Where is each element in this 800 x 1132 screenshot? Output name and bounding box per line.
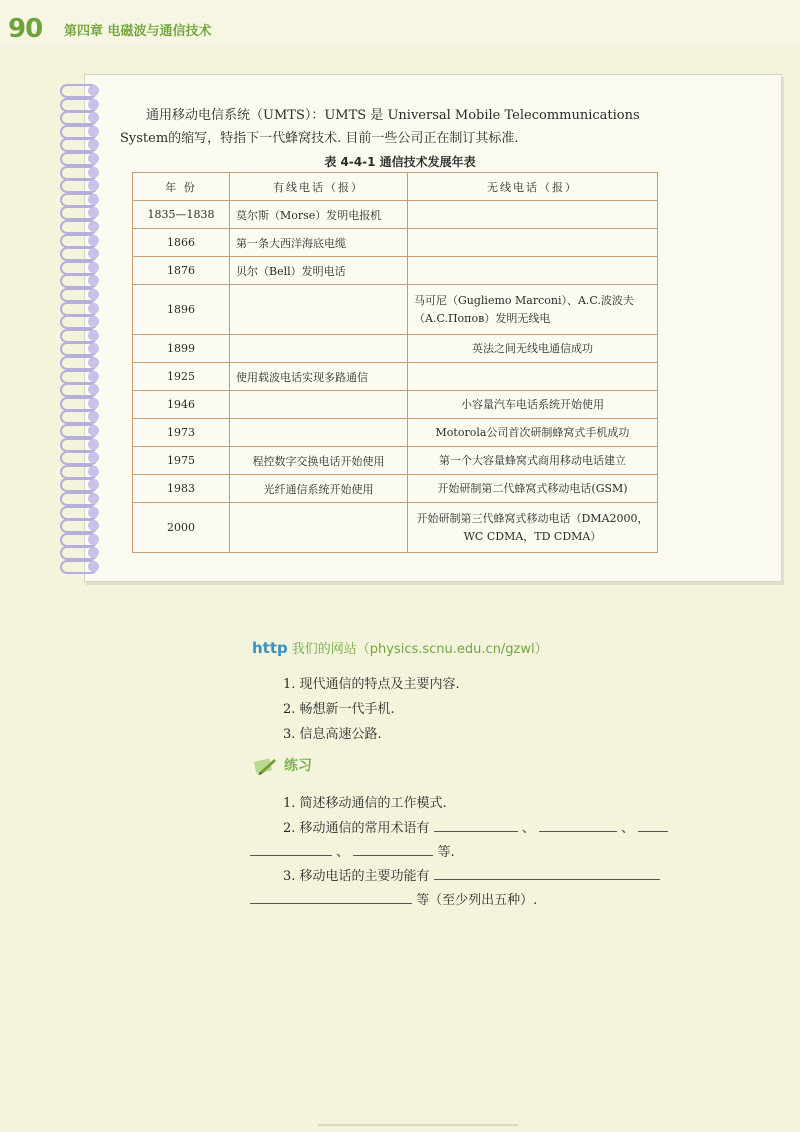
table-caption: 表 4-4-1 通信技术发展年表 (324, 155, 476, 169)
year-cell: 1973 (133, 419, 230, 447)
intro-line-1: 通用移动电信系统（UMTS）：UMTS 是 Universal Mobile Telecommunications (146, 108, 640, 123)
wireless-cell: 马可尼（Gugliemo Marconi）、A.C.波波夫（A.C.Попов）发明无线电 (408, 285, 658, 335)
spiral-ring (58, 247, 102, 259)
spiral-ring (58, 288, 102, 300)
spiral-ring (58, 478, 102, 490)
table-row (133, 201, 658, 229)
year-cell: 1983 (133, 475, 230, 503)
list-item: 1. 现代通信的特点及主要内容. (283, 677, 460, 692)
spiral-ring (58, 138, 102, 150)
separator: 、 (521, 821, 535, 836)
q2-prompt: 2. 移动通信的常用术语有 (283, 821, 430, 836)
q3-suffix: 等（至少列出五种）. (416, 893, 538, 908)
answer-blank[interactable] (434, 865, 660, 880)
year-cell: 1925 (133, 363, 230, 391)
chapter-title: 第四章 电磁波与通信技术 (64, 24, 212, 39)
table-row (133, 475, 658, 503)
header-wireless: 无线电话（报） (408, 173, 658, 201)
wireless-cell: 开始研制第三代蜂窝式移动电话（DMA2000，WC CDMA，TD CDMA） (408, 503, 658, 553)
table-row (133, 285, 658, 335)
year-cell: 1866 (133, 229, 230, 257)
header-wired: 有线电话（报） (230, 173, 408, 201)
spiral-ring (58, 329, 102, 341)
wired-cell (230, 419, 408, 447)
year-cell: 1899 (133, 335, 230, 363)
wireless-cell (408, 363, 658, 391)
separator: 、 (621, 821, 635, 836)
spiral-ring (58, 397, 102, 409)
spiral-ring (58, 261, 102, 273)
header-year: 年 份 (133, 173, 230, 201)
wireless-cell (408, 201, 658, 229)
table-row (133, 419, 658, 447)
wireless-cell: 开始研制第二代蜂窝式移动电话(GSM) (408, 475, 658, 503)
spiral-ring (58, 179, 102, 191)
table-row (133, 391, 658, 419)
wireless-cell (408, 257, 658, 285)
q3-prompt: 3. 移动电话的主要功能有 (283, 869, 430, 884)
answer-blank[interactable] (434, 817, 518, 832)
spiral-ring (58, 492, 102, 504)
spiral-ring (58, 533, 102, 545)
spiral-ring (58, 506, 102, 518)
page-number: 90 (8, 14, 43, 44)
answer-blank[interactable] (250, 889, 412, 904)
year-cell: 1876 (133, 257, 230, 285)
wired-cell (230, 503, 408, 553)
year-cell: 2000 (133, 503, 230, 553)
wireless-cell: 第一个大容量蜂窝式商用移动电话建立 (408, 447, 658, 475)
wireless-cell (408, 229, 658, 257)
spiral-ring (58, 84, 102, 96)
answer-blank[interactable] (353, 841, 433, 856)
spiral-ring (58, 302, 102, 314)
exercise-title: 练习 (284, 758, 312, 774)
page-bottom-edge (318, 1124, 518, 1126)
spiral-ring (58, 370, 102, 382)
table-row (133, 363, 658, 391)
table-row (133, 335, 658, 363)
separator: 、 (336, 845, 350, 860)
spiral-ring (58, 274, 102, 286)
spiral-ring (58, 451, 102, 463)
exercise-q2 (283, 817, 668, 840)
answer-blank[interactable] (250, 841, 332, 856)
wired-cell: 光纤通信系统开始使用 (230, 475, 408, 503)
wired-cell: 莫尔斯（Morse）发明电报机 (230, 201, 408, 229)
http-icon: http (252, 639, 288, 657)
wired-cell (230, 391, 408, 419)
year-cell: 1896 (133, 285, 230, 335)
spiral-ring (58, 315, 102, 327)
spiral-ring (58, 560, 102, 572)
communication-timeline-table (132, 172, 658, 553)
spiral-ring (58, 234, 102, 246)
spiral-ring (58, 98, 102, 110)
wired-cell: 使用载波电话实现多路通信 (230, 363, 408, 391)
spiral-ring (58, 410, 102, 422)
list-item: 3. 信息高速公路. (283, 727, 382, 742)
pencil-icon (254, 756, 278, 776)
spiral-ring (58, 519, 102, 531)
spiral-ring (58, 546, 102, 558)
exercise-heading (254, 755, 312, 776)
spiral-ring (58, 356, 102, 368)
exercise-q3-cont (250, 889, 537, 912)
intro-line-2: System的缩写，特指下一代蜂窝技术. 目前一些公司正在制订其标准. (120, 131, 519, 146)
website-link[interactable]: 我们的网站（physics.scnu.edu.cn/gzwl） (291, 642, 548, 657)
spiral-ring (58, 193, 102, 205)
wireless-cell: Motorola公司首次研制蜂窝式手机成功 (408, 419, 658, 447)
exercise-q3 (283, 865, 660, 888)
intro-paragraph (120, 104, 680, 150)
spiral-ring (58, 220, 102, 232)
answer-blank[interactable] (638, 817, 668, 832)
year-cell: 1946 (133, 391, 230, 419)
wired-cell: 贝尔（Bell）发明电话 (230, 257, 408, 285)
exercise-q2-cont (250, 841, 455, 864)
wireless-cell: 英法之间无线电通信成功 (408, 335, 658, 363)
year-cell: 1835—1838 (133, 201, 230, 229)
spiral-ring (58, 111, 102, 123)
topic-list (283, 672, 460, 747)
table-row (133, 229, 658, 257)
table-row (133, 257, 658, 285)
table-header-row (133, 173, 658, 201)
wired-cell (230, 335, 408, 363)
spiral-ring (58, 125, 102, 137)
wired-cell (230, 285, 408, 335)
spiral-ring (58, 465, 102, 477)
wireless-cell: 小容量汽车电话系统开始使用 (408, 391, 658, 419)
website-line (252, 638, 548, 657)
table-row (133, 447, 658, 475)
answer-blank[interactable] (539, 817, 617, 832)
wired-cell: 第一条大西洋海底电缆 (230, 229, 408, 257)
year-cell: 1975 (133, 447, 230, 475)
list-item: 2. 畅想新一代手机. (283, 702, 395, 717)
wired-cell: 程控数字交换电话开始使用 (230, 447, 408, 475)
q2-suffix: 等. (437, 845, 455, 860)
spiral-ring (58, 383, 102, 395)
spiral-ring (58, 206, 102, 218)
exercise-q1: 1. 简述移动通信的工作模式. (283, 796, 447, 811)
table-row (133, 503, 658, 553)
spiral-ring (58, 438, 102, 450)
spiral-ring (58, 424, 102, 436)
spiral-ring (58, 342, 102, 354)
